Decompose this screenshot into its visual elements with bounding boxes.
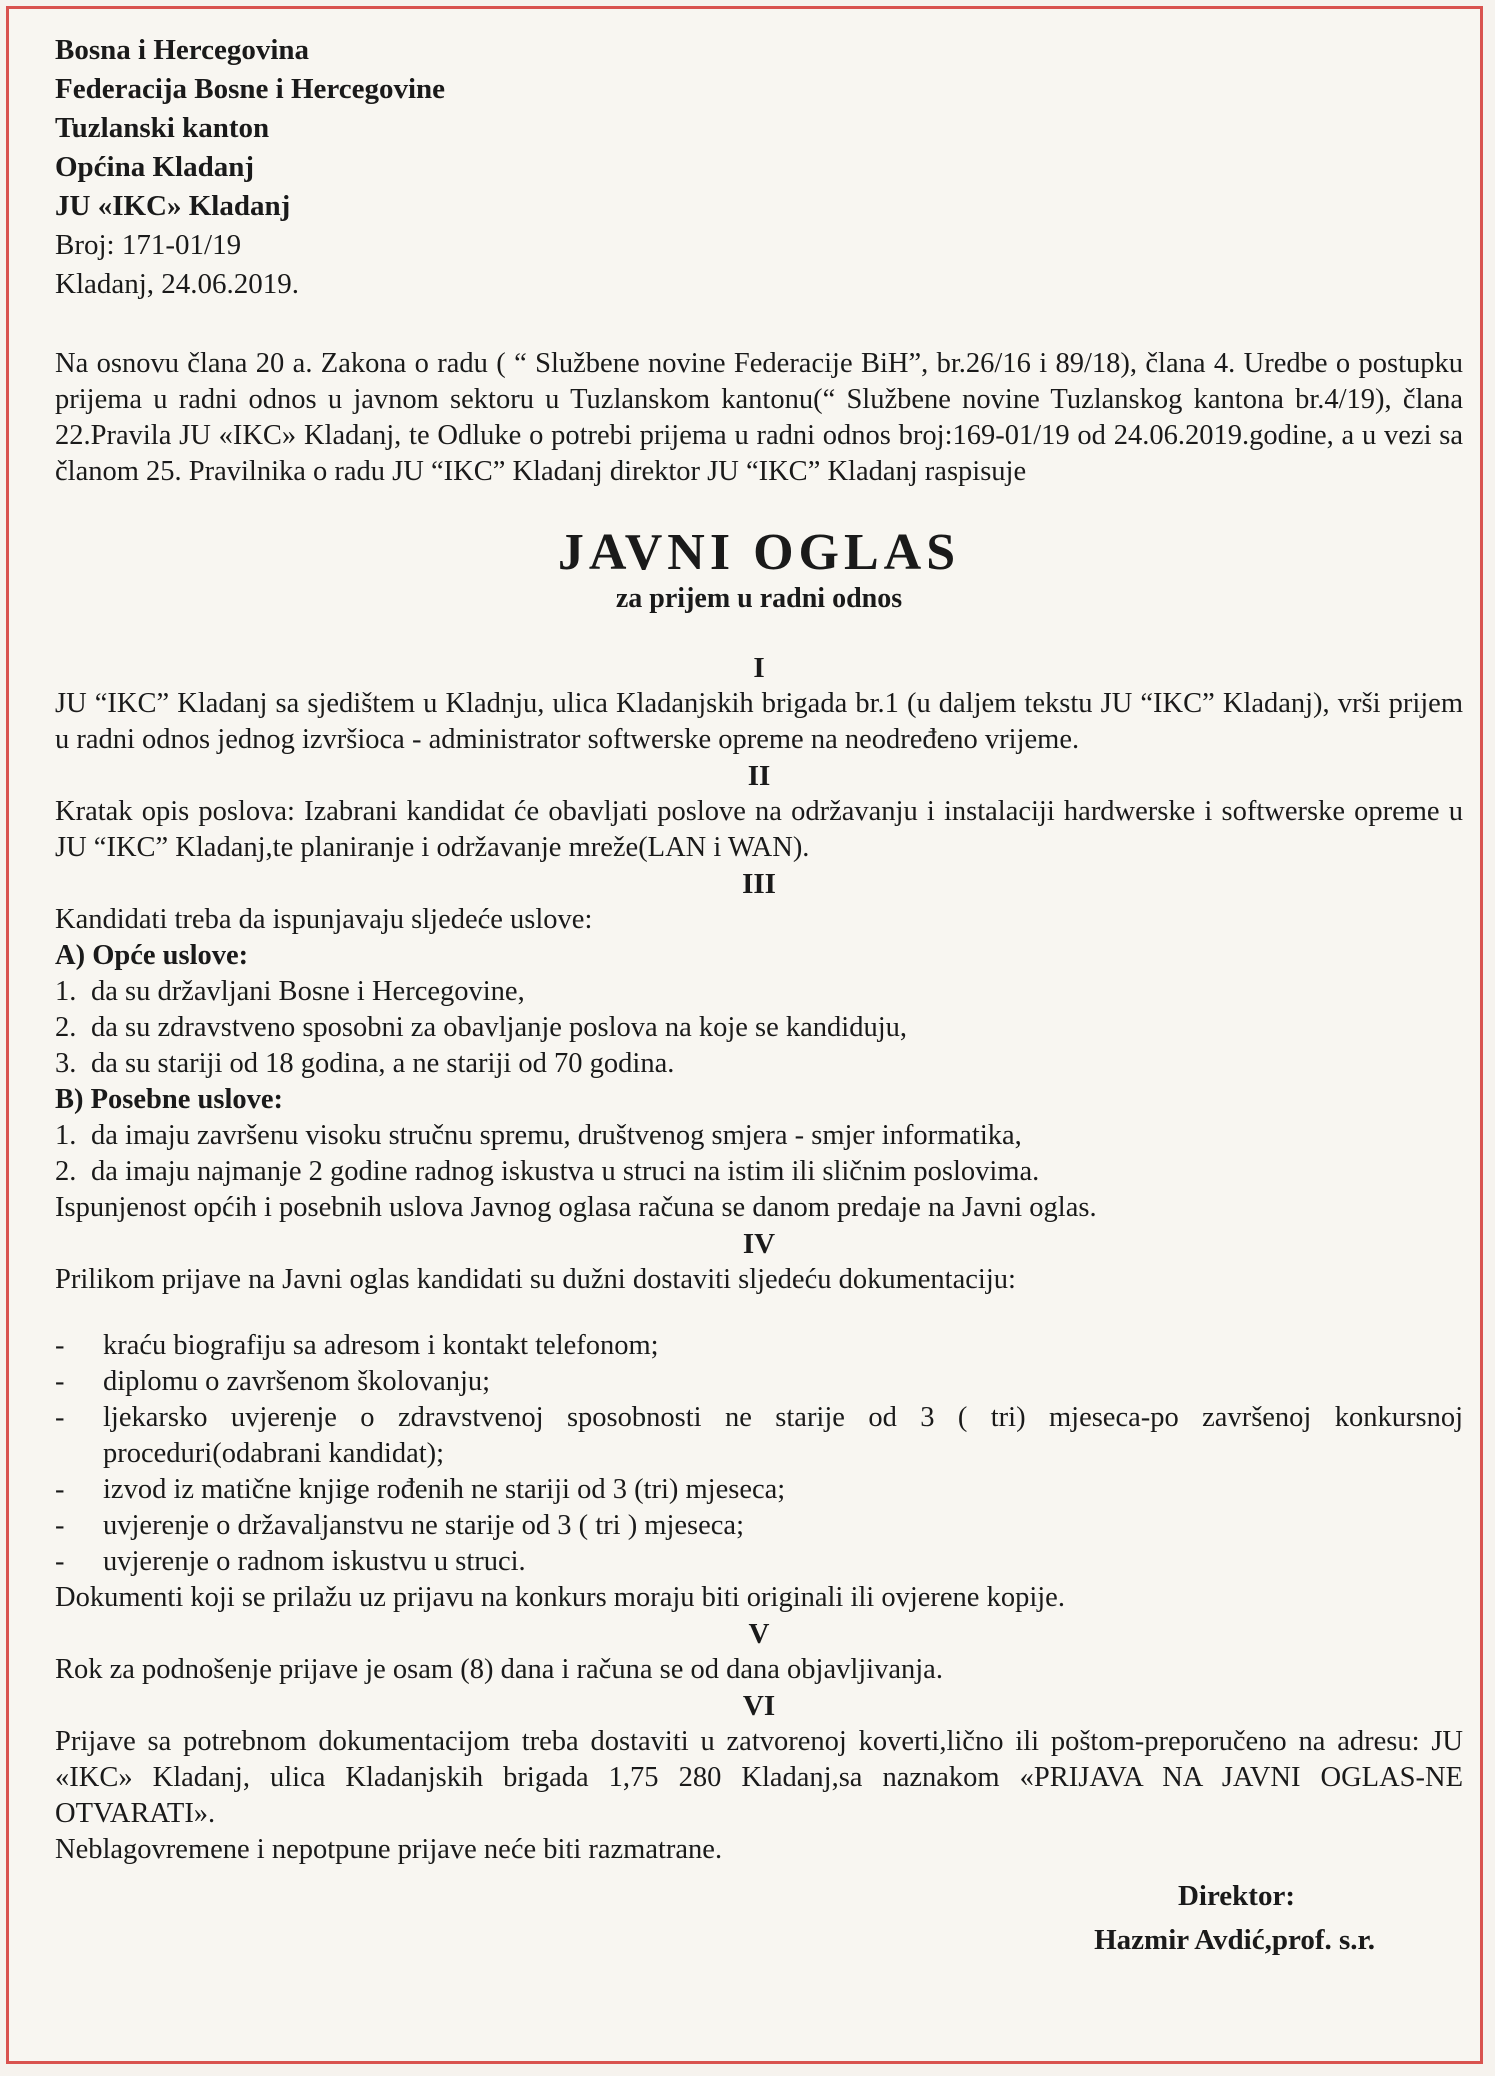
- item-text: da su zdravstveno sposobni za obavljanje poslova na koje se kandiduju,: [91, 1012, 908, 1043]
- signature-role: Direktor:: [1177, 1880, 1295, 1912]
- dash-bullet: -: [55, 1546, 65, 1577]
- item-text: diplomu o završenom školovanju;: [103, 1366, 491, 1397]
- list-item: [55, 1364, 1463, 1400]
- list-item: [55, 1010, 1463, 1046]
- dash-bullet: -: [55, 1510, 65, 1541]
- section-4-closing: Dokumenti koji se prilažu uz prijavu na konkurs moraju biti originali ili ovjerene kopije.: [55, 1582, 1065, 1613]
- document-number: Broj: 171-01/19: [55, 229, 242, 261]
- section-6-text: Prijave sa potrebnom dokumentacijom treba dostaviti u zatvorenoj koverti,lično ili poštom-preporučeno na adresu: JU «IKC» Kladanj, ulica Kladanjskih brigada 1,75 280 Kladanj,sa naznakom «PRIJAVA NA JAVNI OGLAS-NE OTVARATI».: [55, 1726, 1463, 1829]
- document-title: JAVNI OGLAS: [557, 524, 961, 581]
- item-text: izvod iz matične knjige rođenih ne stariji od 3 (tri) mjeseca;: [103, 1474, 786, 1505]
- dash-bullet: -: [55, 1402, 65, 1433]
- item-number: 1.: [55, 976, 77, 1007]
- spacer: [55, 1298, 1463, 1328]
- section-1-text: JU “IKC” Kladanj sa sjedištem u Kladnju, ulica Kladanjskih brigada br.1 (u daljem tekstu JU “IKC” Kladanj), vrši prijem u radni odnos jednog izvršioca - administrator softwerske opreme na neodređeno vrijeme.: [55, 688, 1463, 755]
- section-2-text: Kratak opis poslova: Izabrani kandidat će obavljati poslove na održavanju i instalaciji hardwerske i softwerske opreme u JU “IKC” Kladanj,te planiranje i održavanje mreže(LAN i WAN).: [55, 796, 1463, 863]
- item-text: ljekarsko uvjerenje o zdravstvenoj sposobnosti ne starije od 3 ( tri) mjeseca-po završenoj konkursnoj proceduri(odabrani kandidat);: [103, 1402, 1463, 1469]
- section-number-6: VI: [742, 1690, 776, 1722]
- section-4-intro: Prilikom prijave na Javni oglas kandidati su dužni dostaviti sljedeću dokumentaciju:: [55, 1264, 1016, 1295]
- list-item: [55, 1472, 1463, 1508]
- list-item: [55, 1154, 1463, 1190]
- list-item: [55, 1508, 1463, 1544]
- item-text: uvjerenje o državaljanstvu ne starije od 3 ( tri ) mjeseca;: [103, 1510, 744, 1541]
- item-text: da su državljani Bosne i Hercegovine,: [91, 976, 525, 1007]
- document-subtitle: za prijem u radni odnos: [615, 583, 903, 614]
- section-6-closing: Neblagovremene i nepotpune prijave neće biti razmatrane.: [55, 1834, 723, 1865]
- letterhead-municipality: Općina Kladanj: [55, 151, 255, 183]
- section-number-1: I: [753, 652, 765, 684]
- letterhead-country: Bosna i Hercegovina: [55, 34, 310, 66]
- item-text: uvjerenje o radnom iskustvu u struci.: [103, 1546, 526, 1577]
- item-text: da imaju najmanje 2 godine radnog iskustva u struci na istim ili sličnim poslovima.: [91, 1156, 1040, 1187]
- letterhead: [55, 31, 1463, 304]
- document-content: [55, 31, 1463, 1962]
- list-item: [55, 1118, 1463, 1154]
- letterhead-federation: Federacija Bosne i Hercegovine: [55, 73, 446, 105]
- list-item: [55, 1046, 1463, 1082]
- item-number: 1.: [55, 1120, 77, 1151]
- section-5-text: Rok za podnošenje prijave je osam (8) dana i računa se od dana objavljivanja.: [55, 1654, 943, 1685]
- item-text: kraću biografiju sa adresom i kontakt telefonom;: [103, 1330, 659, 1361]
- item-text: da imaju završenu visoku stručnu spremu, društvenog smjera - smjer informatika,: [91, 1120, 1022, 1151]
- section-3-intro: Kandidati treba da ispunjavaju sljedeće uslove:: [55, 904, 593, 935]
- place-date: Kladanj, 24.06.2019.: [55, 268, 300, 300]
- dash-bullet: -: [55, 1330, 65, 1361]
- item-number: 3.: [55, 1048, 77, 1079]
- list-item: [55, 974, 1463, 1010]
- item-number: 2.: [55, 1012, 77, 1043]
- letterhead-canton: Tuzlanski kanton: [55, 112, 270, 144]
- letterhead-institution: JU «IKC» Kladanj: [55, 190, 291, 222]
- section-number-2: II: [747, 760, 771, 792]
- list-item: [55, 1544, 1463, 1580]
- section-number-5: V: [748, 1618, 770, 1650]
- section-number-3: III: [742, 868, 776, 900]
- intro-paragraph: Na osnovu člana 20 a. Zakona o radu ( “ Službene novine Federacije BiH”, br.26/16 i 89/18), člana 4. Uredbe o postupku prijema u radni odnos u javnom sektoru u Tuzlanskom kantonu(“ Službene novine Tuzlanskog kantona br.4/19), člana 22.Pravila JU «IKC» Kladanj, te Odluke o potrebi prijema u radni odnos broj:169-01/19 od 24.06.2019.godine, a u vezi sa članom 25. Pravilnika o radu JU “IKC” Kladanj direktor JU “IKC” Kladanj raspisuje: [55, 348, 1463, 487]
- general-conditions-heading: A) Opće uslove:: [55, 940, 249, 971]
- special-conditions-heading: B) Posebne uslove:: [55, 1084, 283, 1115]
- signature-name: Hazmir Avdić,prof. s.r.: [1094, 1924, 1375, 1956]
- section-3-closing: Ispunjenost općih i posebnih uslova Javnog oglasa računa se danom predaje na Javni oglas.: [55, 1192, 1097, 1223]
- document-page: [6, 6, 1483, 2064]
- section-number-4: IV: [742, 1228, 776, 1260]
- list-item: [55, 1328, 1463, 1364]
- item-number: 2.: [55, 1156, 77, 1187]
- dash-bullet: -: [55, 1474, 65, 1505]
- list-item: [55, 1400, 1463, 1472]
- dash-bullet: -: [55, 1366, 65, 1397]
- item-text: da su stariji od 18 godina, a ne stariji od 70 godina.: [91, 1048, 675, 1079]
